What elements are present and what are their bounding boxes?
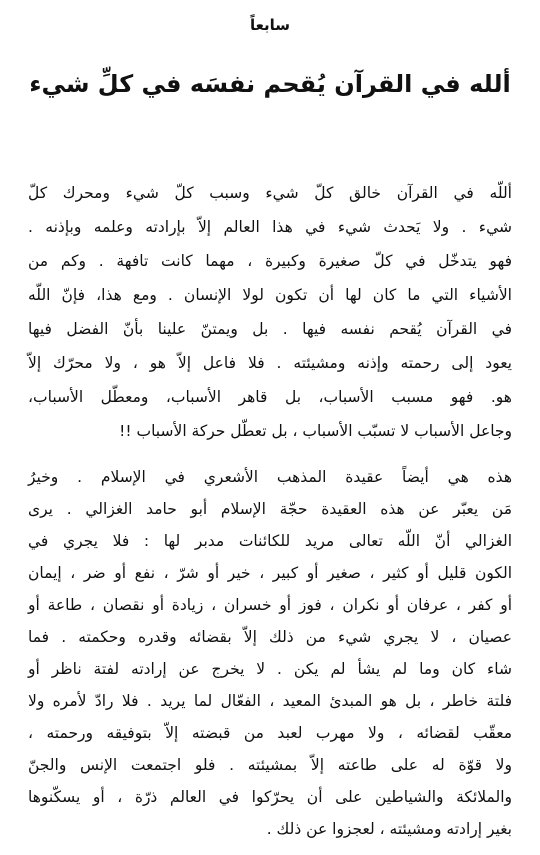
paragraph-line: هذه هي أيضاً عقيدة المذهب الأشعري في الإسلام . وخيرُ: [28, 468, 512, 486]
paragraph-line: معقّب لقضائه ، ولا مهرب لعبد من قبضته إلاّ بتوفيقه ورحمته ،: [28, 724, 512, 742]
paragraph-line: مَن يعبّر عن هذه العقيدة حجّة الإسلام أبو حامد الغزالي . يرى: [28, 500, 512, 518]
paragraph-line: الغزالي أنّ اللّه تعالى مريد للكائنات مدبر لها : فلا يجري في: [28, 532, 512, 550]
paragraph-line: ولا قوّة له على طاعته إلاّ بمشيئته . فلو اجتمعت الإنس والجنّ: [28, 756, 512, 774]
paragraph-line: في القرآن يُقحم نفسه فيها . بل ويمتنّ علينا بأنّ الفضل فيها: [28, 320, 512, 338]
paragraph-line: أو كفر ، عرفان أو نكران ، فوز أو خسران ، زيادة أو نقصان ، طاعة أو: [28, 596, 512, 614]
paragraph-line: بغير إرادته ومشيئته ، لعجزوا عن ذلك .: [266, 820, 512, 838]
chapter-title: ألله في القرآن يُقحم نفسَه في كلِّ شيء: [29, 70, 511, 98]
paragraph-line: والملائكة والشياطين على أن يحرّكوا في العالم ذرّة ، أو يسكّنوها: [28, 788, 512, 806]
paragraph-line: شاء كان وما لم يشأ لم يكن . لا يخرج عن إرادته لفتة ناظر أو: [28, 660, 512, 678]
paragraph-line: شيء . ولا يَحدث شيء في هذا العالم إلاّ بإرادته وعلمه وبإذنه .: [28, 218, 512, 236]
paragraph-line: هو. فهو مسبب الأسباب، بل قاهر الأسباب، ومعطّل الأسباب،: [28, 388, 512, 406]
paragraph-line: الكون قليل أو كثير ، صغير أو كبير ، خير أو شرّ ، نفع أو ضر ، إيمان: [28, 564, 512, 582]
paragraph-line: الأشياء التي ما كان لها أن تكون لولا الإنسان . ومع هذا، فإنّ اللّه: [28, 286, 512, 304]
paragraph-line: أللّه في القرآن خالق كلّ شيء وسبب كلّ شيء ومحرك كلّ: [28, 184, 512, 202]
paragraph-line: وجاعل الأسباب لا تسبّب الأسباب ، بل تعطّل حركة الأسباب !!: [119, 422, 512, 440]
section-label: سابعاً: [249, 16, 291, 34]
paragraph-line: يعود إلى رحمته وإذنه ومشيئته . فلا فاعل إلاّ هو ، ولا محرّك إلاّ: [28, 354, 512, 372]
paragraph-line: عصيان ، لا يجري شيء من ذلك إلاّ بقضائه وقدره وحكمته . فما: [28, 628, 512, 646]
paragraph-line: فلتة خاطر ، بل هو المبدئ المعيد ، الفعّال لما يريد . فلا رادّ لأمره ولا: [28, 692, 512, 710]
paragraph-line: فهو يتدخّل في كلّ صغيرة وكبيرة ، مهما كانت تافهة . وكم من: [28, 252, 512, 270]
